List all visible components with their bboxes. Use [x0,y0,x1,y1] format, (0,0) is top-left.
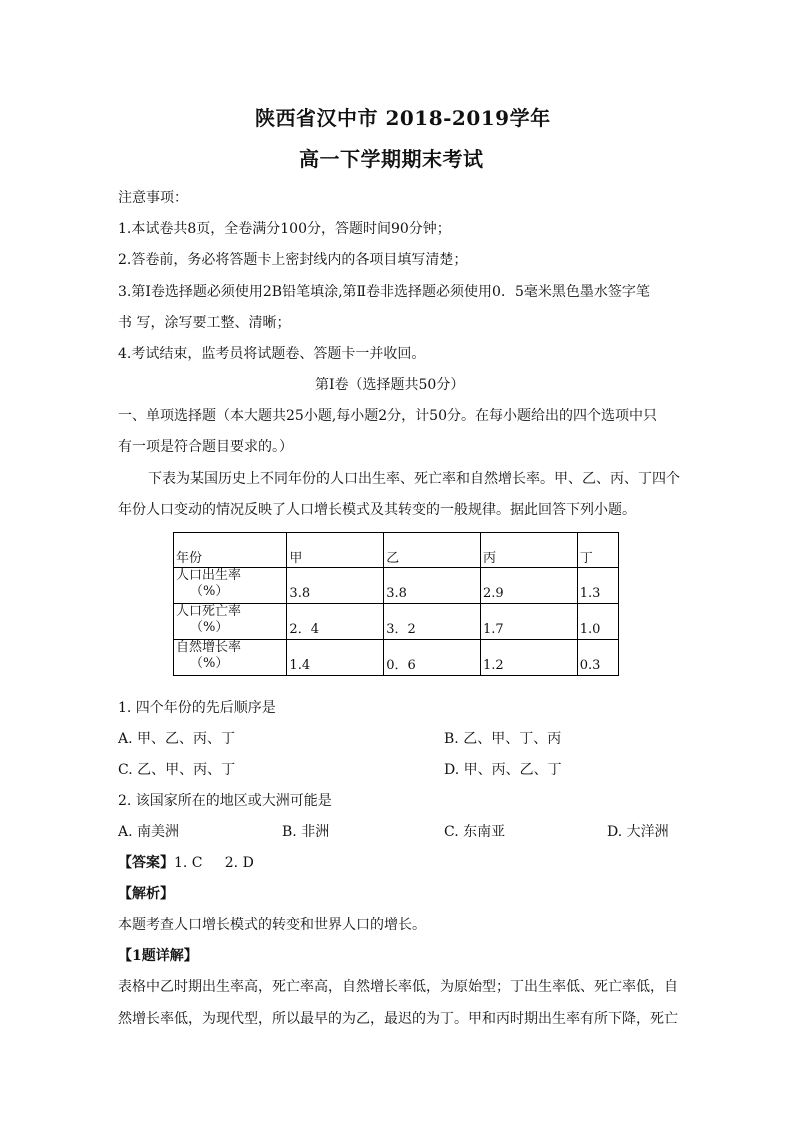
question-1-stem: 1. 四个年份的先后顺序是 [118,700,276,716]
answer-text: 1. C 2. D [174,855,254,871]
table-cell: 1.7 [480,604,577,640]
notice-item-3: 3.第Ⅰ卷选择题必须使用2B铅笔填涂,第Ⅱ卷非选择题必须使用0．5毫米黑色墨水签字笔 [118,284,650,300]
table-cell: 0.3 [577,640,618,676]
title-line-2: 高一下学期期末考试 [299,147,484,171]
table-header-cell: 丙 [480,533,577,568]
question-1-option-b[interactable]: B. 乙、甲、丁、丙 [444,731,562,747]
population-table [173,532,619,676]
question-1-option-a[interactable]: A. 甲、乙、丙、丁 [118,731,236,747]
detail-line-2: 然增长率低，为现代型，所以最早的为乙，最迟的为丁。甲和丙时期出生率有所下降，死亡 [118,1011,678,1027]
part-instruction-line-2: 有一项是符合题目要求的。） [118,439,293,455]
question-2-option-d[interactable]: D. 大洋洲 [607,824,669,840]
intro-line-2: 年份人口变动的情况反映了人口增长模式及其转变的一般规律。据此回答下列小题。 [118,502,636,518]
question-1-option-d[interactable]: D. 甲、丙、乙、丁 [444,762,562,778]
table-row-label: 人口出生率 （%） [174,568,287,604]
table-cell: 3.8 [384,568,481,604]
notice-item-1: 1.本试卷共8页，全卷满分100分，答题时间90分钟； [118,221,451,237]
table-row-label: 自然增长率 （%） [174,640,287,676]
table-row [174,568,619,604]
table-cell: 3．2 [384,604,481,640]
table-header-cell: 年份 [174,533,287,568]
notice-item-4: 4.考试结束，监考员将试题卷、答题卡一并收回。 [118,346,426,362]
table-cell: 3.8 [287,568,384,604]
detail-line-1: 表格中乙时期出生率高，死亡率高，自然增长率低，为原始型；丁出生率低、死亡率低，自 [118,979,678,995]
table-row [174,640,619,676]
analysis-text: 本题考查人口增长模式的转变和世界人口的增长。 [118,917,426,933]
table-cell: 1.3 [577,568,618,604]
notice-item-3-cont: 书 写，涂写要工整、清晰； [118,315,291,331]
section-heading: 第Ⅰ卷（选择题共50分） [315,377,465,393]
question-2-option-b[interactable]: B. 非洲 [282,824,330,840]
table-cell: 1.0 [577,604,618,640]
question-1-option-c[interactable]: C. 乙、甲、丙、丁 [118,762,236,778]
answer-label: 【答案】 [118,855,174,871]
table-cell: 0．6 [384,640,481,676]
table-cell: 1.4 [287,640,384,676]
title-line-1: 陕西省汉中市 2018-2019学年 [255,106,551,130]
question-2-stem: 2. 该国家所在的地区或大洲可能是 [118,793,332,809]
table-row-label: 人口死亡率 （%） [174,604,287,640]
question-2-option-a[interactable]: A. 南美洲 [118,824,180,840]
answer-line [118,852,254,872]
question-2-option-c[interactable]: C. 东南亚 [444,824,506,840]
table-header-cell: 乙 [384,533,481,568]
table-cell: 2.9 [480,568,577,604]
analysis-label: 【解析】 [118,886,174,902]
notice-heading: 注意事项： [118,190,188,206]
detail-label: 【1题详解】 [118,948,198,964]
part-instruction-line-1: 一、单项选择题（本大题共25小题,每小题2分，计50分。在每小题给出的四个选项中只 [118,408,657,424]
notice-item-2: 2.答卷前，务必将答题卡上密封线内的各项目填写清楚； [118,252,468,268]
table-header-cell: 甲 [287,533,384,568]
table-row [174,604,619,640]
table-cell: 2．4 [287,604,384,640]
intro-line-1: 下表为某国历史上不同年份的人口出生率、死亡率和自然增长率。甲、乙、丙、丁四个 [148,471,680,487]
table-header-row [174,533,619,568]
table-header-cell: 丁 [577,533,618,568]
table-cell: 1.2 [480,640,577,676]
